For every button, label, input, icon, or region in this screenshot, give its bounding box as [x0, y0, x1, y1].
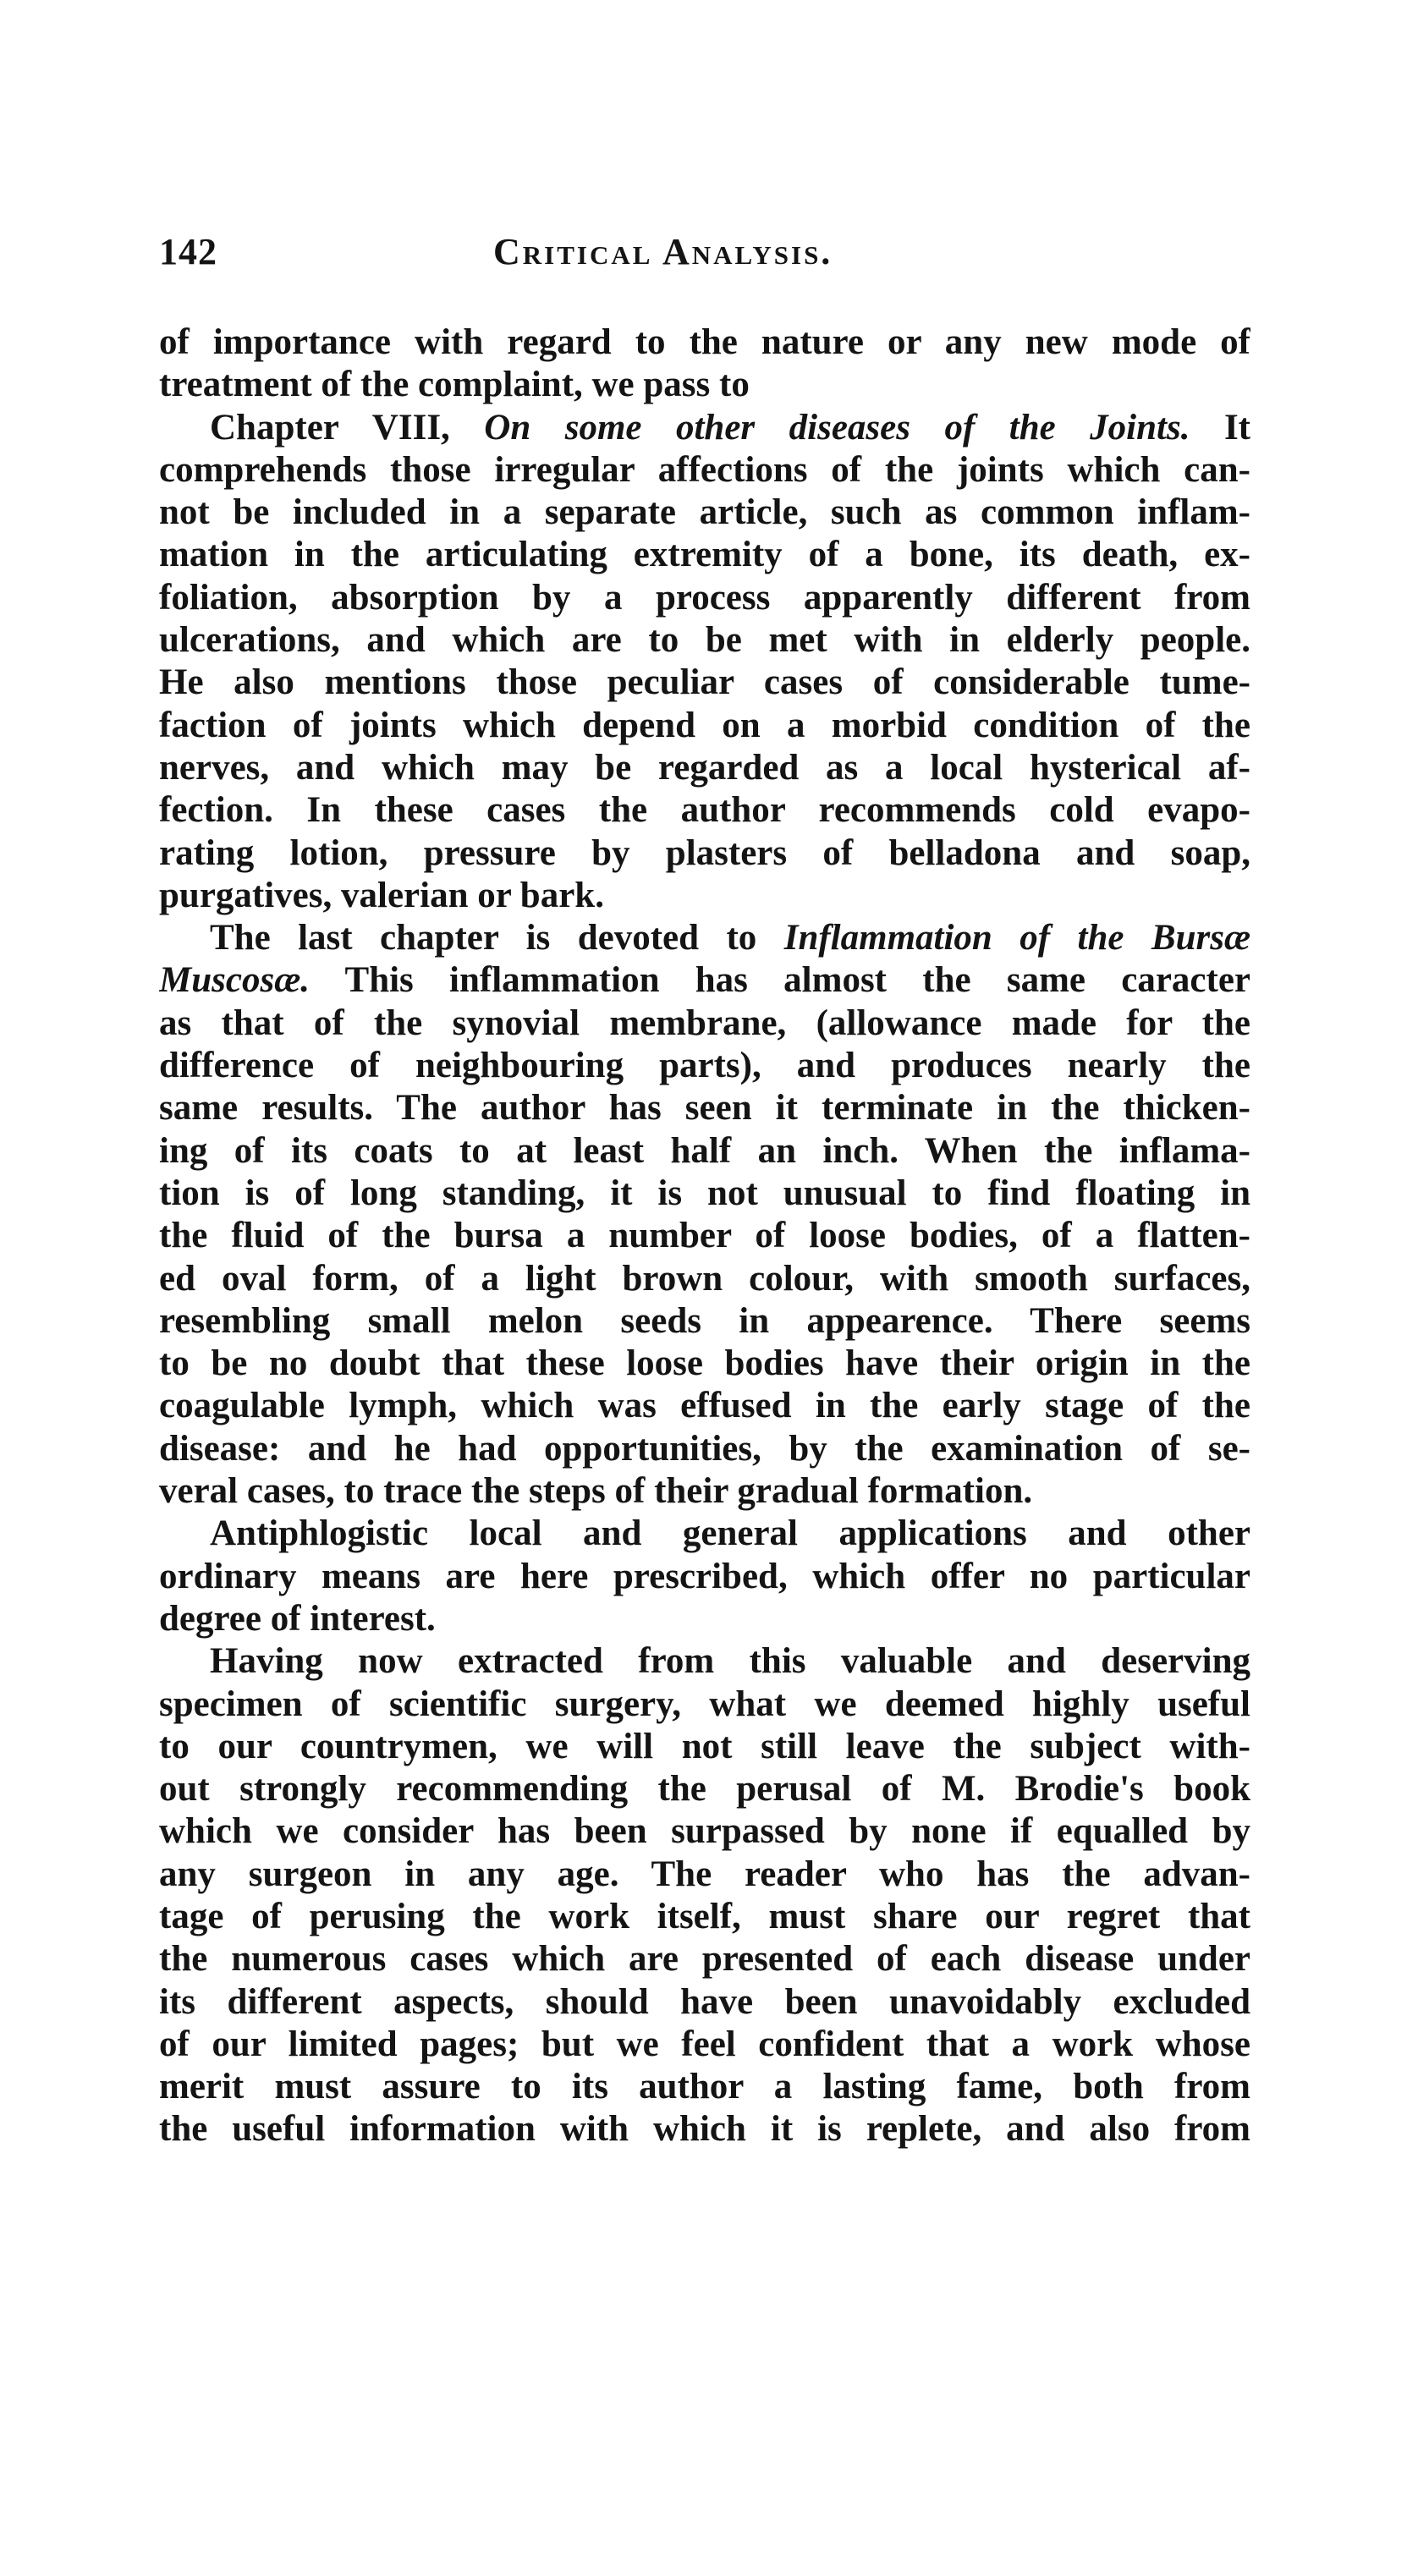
text-line: nerves, and which may be regarded as a local hysterical af- [159, 747, 1250, 788]
text-line: tion is of long standing, it is not unusual to find floating in [159, 1173, 1250, 1213]
paragraph-1 [159, 321, 1250, 407]
text-line: comprehends those irregular affections of the joints which can- [159, 449, 1250, 490]
chapter-title-part1: Inflammation of the Bursæ [783, 918, 1250, 958]
chapter-title-part2: Muscosæ. [159, 960, 311, 1001]
text-line: Having now extracted from this valuable and deserving [210, 1641, 1250, 1682]
text-line [159, 959, 1250, 1002]
text-line: ordinary means are here prescribed, which offer no particular [159, 1556, 1250, 1596]
text-line: to our countrymen, we will not still leave the subject with- [159, 1726, 1250, 1766]
text-line: treatment of the complaint, we pass to [159, 365, 750, 405]
chapter-suffix: It [1223, 407, 1250, 448]
text-line: degree of interest. [159, 1598, 436, 1639]
text-line: same results. The author has seen it terminate in the thicken- [159, 1088, 1250, 1129]
text-line: as that of the synovial membrane, (allowance made for the [159, 1002, 1250, 1043]
text-line: specimen of scientific surgery, what we deemed highly useful [159, 1683, 1250, 1724]
text-line: fection. In these cases the author recommends cold evapo- [159, 790, 1250, 831]
text-line: disease: and he had opportunities, by the examination of se- [159, 1428, 1250, 1469]
text-line: Antiphlogistic local and general applications and other [210, 1513, 1250, 1554]
text-line: the useful information with which it is replete, and also from [159, 2109, 1250, 2150]
text-line: rating lotion, pressure by plasters of belladona and soap, [159, 832, 1250, 873]
paragraph-intro: The last chapter is devoted to [210, 918, 757, 958]
page-header [159, 230, 1259, 281]
text-line: coagulable lymph, which was effused in the early stage of the [159, 1386, 1250, 1426]
text-line: of our limited pages; but we feel confident that a work whose [159, 2024, 1250, 2064]
text-line: He also mentions those peculiar cases of considerable tume- [159, 662, 1250, 703]
page-number: 142 [159, 231, 217, 272]
text-line: which we consider has been surpassed by none if equalled by [159, 1811, 1250, 1852]
text-line: resembling small melon seeds in appearence. There seems [159, 1300, 1250, 1341]
text-line: not be included in a separate article, such as common inflam- [159, 492, 1250, 533]
text-line: difference of neighbouring parts), and produces nearly the [159, 1046, 1250, 1086]
text-line: merit must assure to its author a lasting fame, both from [159, 2067, 1250, 2107]
text-line: of importance with regard to the nature or any new mode of [159, 322, 1250, 362]
text-line: veral cases, to trace the steps of their gradual formation. [159, 1471, 1033, 1512]
text-line: mation in the articulating extremity of a bone, its death, ex- [159, 535, 1250, 575]
text-line: the fluid of the bursa a number of loose bodies, of a flatten- [159, 1216, 1250, 1256]
text-line: tage of perusing the work itself, must share our regret that [159, 1896, 1250, 1936]
paragraph-antiphlogistic [159, 1513, 1250, 1640]
paragraph-last-chapter [159, 917, 1250, 1513]
text-line: ing of its coats to at least half an inch. When the inflama- [159, 1130, 1250, 1171]
after-title-text: This inflammation has almost the same caracter [344, 960, 1250, 1001]
paragraph-chapter-viii [159, 407, 1250, 918]
text-line: ulcerations, and which are to be met with in elderly people. [159, 620, 1250, 661]
paragraph-conclusion [159, 1640, 1250, 2151]
text-line: foliation, absorption by a process apparently different from [159, 577, 1250, 618]
text-line: purgatives, valerian or bark. [159, 875, 604, 915]
text-line: out strongly recommending the perusal of M. Brodie's book [159, 1769, 1250, 1810]
chapter-title: On some other diseases of the Joints. [484, 407, 1190, 448]
text-line: its different aspects, should have been unavoidably excluded [159, 1981, 1250, 2022]
running-head: Critical Analysis. [493, 231, 833, 272]
text-line: any surgeon in any age. The reader who has the advan- [159, 1854, 1250, 1894]
chapter-prefix: Chapter VIII, [210, 407, 450, 448]
text-line: faction of joints which depend on a morbid condition of the [159, 705, 1250, 745]
text-line: the numerous cases which are presented of each disease under [159, 1939, 1250, 1980]
text-line: ed oval form, of a light brown colour, with smooth surfaces, [159, 1258, 1250, 1299]
chapter-heading-line [159, 917, 1250, 959]
body-text [159, 321, 1250, 2151]
text-line: to be no doubt that these loose bodies have their origin in the [159, 1343, 1250, 1384]
chapter-heading-line [159, 407, 1250, 449]
